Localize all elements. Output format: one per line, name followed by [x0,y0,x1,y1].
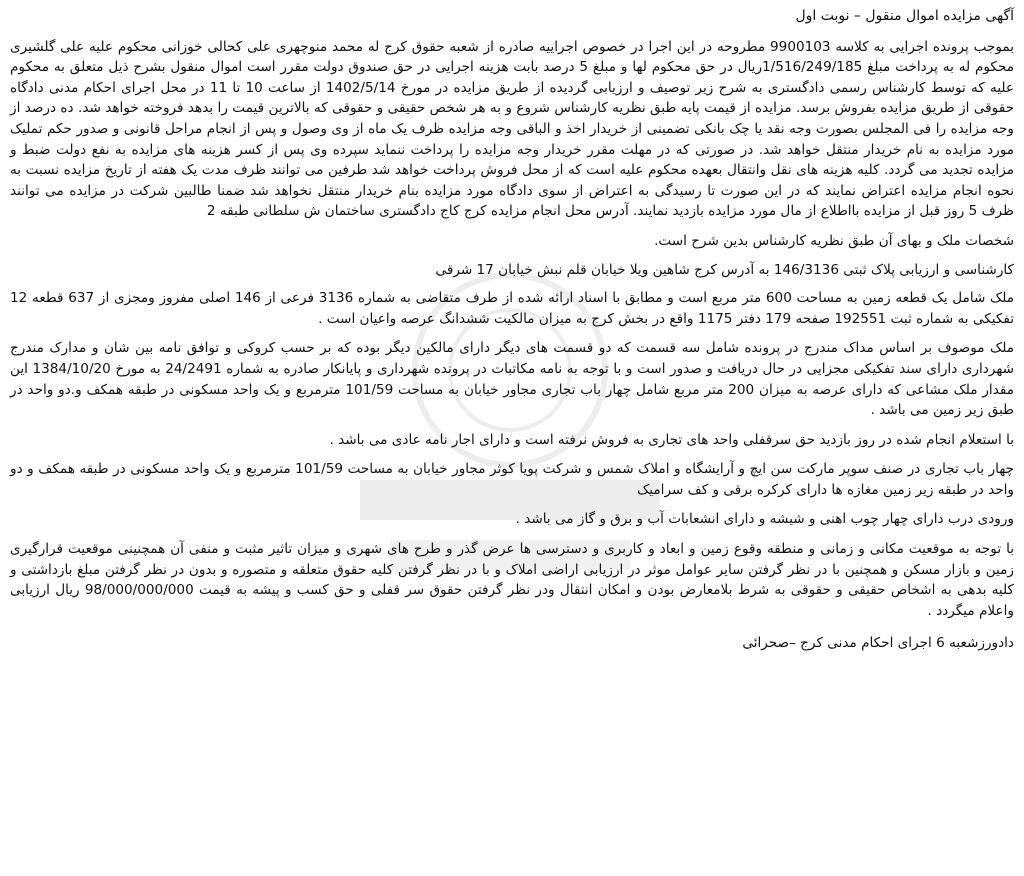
notice-paragraph: ملک موصوف بر اساس مداک مندرج در پرونده شامل سه قسمت که دو قسمت های دیگر دارای مالکین دیگر بوده که بر حسب کروکی و توافق نامه بین شان و مدارک مندرج شهرداری دارای سند تفکیکی مجزایی در حال دریافت و صدور است و با توجه به نامه مکاتبات در پرونده شهرداری و پایانکار صادره به شماره 24/2491 به مورخ 1384/10/20 این مقدار ملک مشاعی که دارای عرصه به میزان 200 متر مربع شامل چهار باب تجاری مجاور خیابان به مساحت 101/59 مترمربع و یک واحد مسکونی در طبقه همکف و.دو واحد در طبق زیر زمین می باشد . [10,340,1014,419]
notice-paragraph: ملک شامل یک قطعه زمین به مساحت 600 متر مربع است و مطابق با اسناد ارائه شده از طرف متقاضی به شماره 3136 فرعی از 146 اصلی مفروز ومجزی از 637 قطعه 12 تفکیکی به شماره ثبت 192551 صفحه 179 دفتر 1175 واقع در بخش کرج به میزان مالکیت ششدانگ عرصه واعیان است . [10,290,1015,327]
notice-paragraph: ورودی درب دارای چهار چوب اهنی و شیشه و دارای انشعابات آب و برق و گاز می باشد . [515,511,1014,528]
notice-paragraph: بموجب پرونده اجرایی به کلاسه 9900103 مطروحه در این اجرا در خصوص اجراییه صادره از شعبه حقوق کرج له محمد منوچهری علی کحالی خوزانی محکوم علیه علی گلشیری محکوم له به پرداخت مبلغ 1/516/249/185ریال در حق محکوم لها و مبلغ 5 درصد بابت هزینه اجرایی در حق صندوق دولت مقرر است اموال منقول بشرح ذیل متعلق به محکوم علیه که توسط کارشناس رسمی دادگستری به شرح زیر توصیف و ارزیابی گردیده از طریق مزایده در مورخ 1402/5/14 از ساعت 10 تا 11 در محل اجرای احکام مدنی دادگاه حقوقی از طریق مزایده بفروش برسد. مزایده از قیمت پایه طبق نظریه کارشناس شروع و به هر شخص حقیقی و حقوقی که بالاترین قیمت را بدهد فروخته خواهد شد. ده درصد از وجه مزایده را فی المجلس بصورت وجه نقد یا چک بانکی تضمینی از خریدار اخذ و الباقی وجه مزایده ظرف یک ماه از وی وصول و پس از انجام مراحل قانونی و صدور حکم تملیک مورد مزایده به نام خریدار منتقل خواهد شد. در صورتی که در مهلت مقرر خریدار وجه مزایده را پرداخت ننماید سپرده وی پس از کسر هزینه های مزایده به نفع دولت ضبط و مزایده تجدید می گردد. کلیه هزینه های نقل وانتقال بعهده محکوم علیه است که از محل فروش پرداخت خواهد شد طرفین می توانند ظرف مدت یک هفته از تاریخ مزایده نسبت به نحوه انجام مزایده اعتراض نمایند که در این صورت تا رسیدگی به اعتراض از سوی دادگاه مورد مزایده بنام خریدار منتقل نخواهد شد ضمنا طالبین شرکت در مزایده می توانند ظرف 5 روز قبل از مزایده بااطلاع از مال مورد مزایده بازدید نمایند. آدرس محل انجام مزایده کرج کاج دادگستری ساختمان ش سلطانی طبقه 2 [10,38,1015,220]
notice-paragraph: شخصات ملک و بهای آن طبق نظریه کارشناس بدین شرح است. [654,232,1014,249]
notice-title: آگهی مزایده اموال منقول – نوبت اول [795,8,1014,24]
notice-paragraph: با توجه به موقعیت مکانی و زمانی و منطقه وقوع زمین و ابعاد و کاربری و دسترسی ها عرض گذر و طرح های شهری و میزان تاثیر مثبت و منفی آن همچنینی موقعیت قرارگیری زمین و بازار مسکن و همچنین با در نظر گرفتن سایر عوامل موثر در ارزیابی اراضی املاک و با در نظر گرفتن کلیه حقوق متعلقه و متصوره و بدون در نظر گرفتن مبلغ بازداشتی و کلیه بدهی به اشخاص حقیقی و حقوقی به شرط بلامعارض بودن و امکان انتقال ودر نظر گرفتن حقوق سر قفلی و حق کسب و پیشه به قیمت 98/000/000/000 ریال ارزیابی واعلام میگردد . [10,541,1014,619]
notice-paragraph: چهار باب تجاری در صنف سوپر مارکت سن ایچ و آرایشگاه و املاک شمس و شرکت پویا کوثر مجاور خیابان به مساحت 101/59 مترمربع و یک واحد مسکونی در طبقه همکف و دو واحد در طبقه زیر زمین مغازه ها دارای کرکره برقی و کف سرامیک [10,461,1014,498]
notice-paragraph: کارشناسی و ارزیابی پلاک ثبتی 146/3136 به آدرس کرج شاهین ویلا خیابان قلم نبش خیابان 17 شرقی [435,261,1014,278]
notice-paragraph: با استعلام انجام شده در روز بازدید حق سرقفلی واحد های تجاری به فروش نرفته است و دارای اجار نامه عادی می باشد . [329,431,1014,448]
notice-signature: دادورزشعبه 6 اجرای احکام مدنی کرج –صحرائی [742,635,1014,652]
